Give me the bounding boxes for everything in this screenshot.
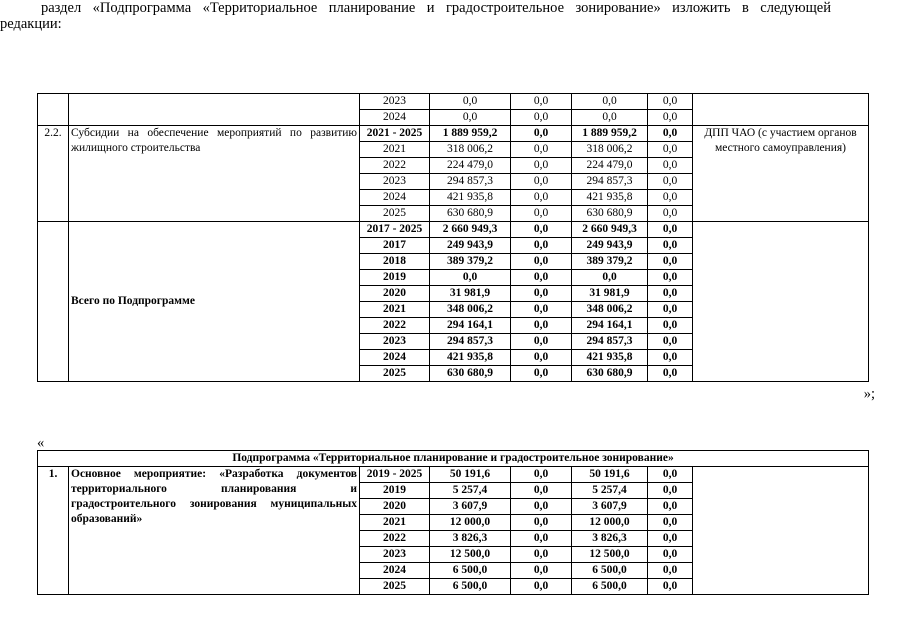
period-cell: 2020 [360,499,430,515]
federal-cell: 0,0 [511,222,572,238]
item-name: Субсидии на обеспечение мероприятий по развитию жилищного строительства [69,126,360,222]
federal-cell: 0,0 [511,515,572,531]
federal-cell: 0,0 [511,483,572,499]
local-cell: 0,0 [648,563,693,579]
regional-cell: 0,0 [572,110,648,126]
period-cell: 2021 [360,302,430,318]
regional-cell: 50 191,6 [572,467,648,483]
federal-cell: 0,0 [511,270,572,286]
table-row [38,222,869,238]
local-cell: 0,0 [648,531,693,547]
local-cell: 0,0 [648,318,693,334]
total-cell: 318 006,2 [430,142,511,158]
opening-quote: « [37,435,45,451]
total-cell: 0,0 [430,270,511,286]
local-cell: 0,0 [648,206,693,222]
federal-cell: 0,0 [511,206,572,222]
regional-cell: 318 006,2 [572,142,648,158]
paragraph-line-2: редакции: [0,16,62,32]
period-cell: 2018 [360,254,430,270]
local-cell: 0,0 [648,350,693,366]
table-row [38,126,869,142]
period-cell: 2021 - 2025 [360,126,430,142]
executor-cell [693,222,869,382]
local-cell: 0,0 [648,334,693,350]
regional-cell: 12 500,0 [572,547,648,563]
period-cell: 2020 [360,286,430,302]
executor-cell [693,94,869,126]
item-number: 2.2. [38,126,69,222]
regional-cell: 3 607,9 [572,499,648,515]
local-cell: 0,0 [648,238,693,254]
total-cell: 294 857,3 [430,174,511,190]
regional-cell: 348 006,2 [572,302,648,318]
total-cell: 31 981,9 [430,286,511,302]
total-cell: 630 680,9 [430,366,511,382]
total-cell: 50 191,6 [430,467,511,483]
period-cell: 2023 [360,174,430,190]
regional-cell: 1 889 959,2 [572,126,648,142]
row-number-cell [38,94,69,126]
total-cell: 12 500,0 [430,547,511,563]
local-cell: 0,0 [648,579,693,595]
period-cell: 2019 [360,483,430,499]
regional-cell: 294 857,3 [572,334,648,350]
subprogram-header: Подпрограмма «Территориальное планирование и градостроительное зонирование» [38,451,869,467]
total-cell: 630 680,9 [430,206,511,222]
period-cell: 2025 [360,206,430,222]
period-cell: 2017 [360,238,430,254]
period-cell: 2024 [360,110,430,126]
total-cell: 348 006,2 [430,302,511,318]
regional-cell: 294 857,3 [572,174,648,190]
total-cell: 6 500,0 [430,563,511,579]
federal-cell: 0,0 [511,563,572,579]
federal-cell: 0,0 [511,334,572,350]
regional-cell: 0,0 [572,270,648,286]
federal-cell: 0,0 [511,286,572,302]
row-name-cell [69,94,360,126]
period-cell: 2024 [360,563,430,579]
period-cell: 2025 [360,579,430,595]
local-cell: 0,0 [648,110,693,126]
local-cell: 0,0 [648,94,693,110]
regional-cell: 630 680,9 [572,366,648,382]
executor-cell [693,467,869,595]
table-header-row [38,451,869,467]
period-cell: 2021 [360,515,430,531]
federal-cell: 0,0 [511,254,572,270]
period-cell: 2021 [360,142,430,158]
total-cell: 6 500,0 [430,579,511,595]
federal-cell: 0,0 [511,238,572,254]
period-cell: 2025 [360,366,430,382]
local-cell: 0,0 [648,142,693,158]
local-cell: 0,0 [648,126,693,142]
period-cell: 2022 [360,318,430,334]
local-cell: 0,0 [648,499,693,515]
local-cell: 0,0 [648,547,693,563]
federal-cell: 0,0 [511,499,572,515]
local-cell: 0,0 [648,254,693,270]
total-cell: 1 889 959,2 [430,126,511,142]
federal-cell: 0,0 [511,174,572,190]
federal-cell: 0,0 [511,110,572,126]
regional-cell: 3 826,3 [572,531,648,547]
upper-table-body [38,94,869,382]
regional-cell: 421 935,8 [572,190,648,206]
total-cell: 224 479,0 [430,158,511,174]
budget-table-upper [37,93,869,382]
item-name: Основное мероприятие: «Разработка документов территориального планирования и градостроительного зонирования муниципальных образований» [69,467,360,595]
regional-cell: 294 164,1 [572,318,648,334]
lower-table-body [38,451,869,595]
total-cell: 3 826,3 [430,531,511,547]
paragraph-line-1: раздел «Подпрограмма «Территориальное планирование и градостроительное зонирование» изложить в следующей [41,0,831,16]
local-cell: 0,0 [648,190,693,206]
local-cell: 0,0 [648,174,693,190]
period-cell: 2022 [360,158,430,174]
federal-cell: 0,0 [511,94,572,110]
regional-cell: 6 500,0 [572,579,648,595]
total-cell: 2 660 949,3 [430,222,511,238]
table-row [38,94,869,110]
local-cell: 0,0 [648,270,693,286]
federal-cell: 0,0 [511,158,572,174]
table-row [38,467,869,483]
federal-cell: 0,0 [511,302,572,318]
federal-cell: 0,0 [511,318,572,334]
regional-cell: 6 500,0 [572,563,648,579]
total-cell: 294 857,3 [430,334,511,350]
period-cell: 2019 [360,270,430,286]
total-cell: 421 935,8 [430,190,511,206]
regional-cell: 224 479,0 [572,158,648,174]
regional-cell: 249 943,9 [572,238,648,254]
period-cell: 2024 [360,190,430,206]
federal-cell: 0,0 [511,531,572,547]
total-cell: 249 943,9 [430,238,511,254]
total-number-cell [38,222,69,382]
total-cell: 3 607,9 [430,499,511,515]
regional-cell: 630 680,9 [572,206,648,222]
federal-cell: 0,0 [511,467,572,483]
period-cell: 2023 [360,94,430,110]
regional-cell: 12 000,0 [572,515,648,531]
regional-cell: 389 379,2 [572,254,648,270]
local-cell: 0,0 [648,158,693,174]
regional-cell: 31 981,9 [572,286,648,302]
federal-cell: 0,0 [511,579,572,595]
local-cell: 0,0 [648,286,693,302]
period-cell: 2023 [360,334,430,350]
total-cell: 0,0 [430,110,511,126]
regional-cell: 2 660 949,3 [572,222,648,238]
period-cell: 2019 - 2025 [360,467,430,483]
local-cell: 0,0 [648,222,693,238]
local-cell: 0,0 [648,366,693,382]
executor-cell: ДПП ЧАО (с участием органов местного самоуправления) [693,126,869,222]
total-cell: 0,0 [430,94,511,110]
closing-quote: »; [863,386,875,402]
federal-cell: 0,0 [511,142,572,158]
item-number: 1. [38,467,69,595]
total-cell: 389 379,2 [430,254,511,270]
local-cell: 0,0 [648,467,693,483]
total-cell: 5 257,4 [430,483,511,499]
total-cell: 294 164,1 [430,318,511,334]
regional-cell: 421 935,8 [572,350,648,366]
federal-cell: 0,0 [511,366,572,382]
period-cell: 2017 - 2025 [360,222,430,238]
local-cell: 0,0 [648,515,693,531]
federal-cell: 0,0 [511,547,572,563]
period-cell: 2022 [360,531,430,547]
federal-cell: 0,0 [511,190,572,206]
local-cell: 0,0 [648,302,693,318]
federal-cell: 0,0 [511,350,572,366]
local-cell: 0,0 [648,483,693,499]
regional-cell: 5 257,4 [572,483,648,499]
subprogram-total-label: Всего по Подпрограмме [69,222,360,382]
federal-cell: 0,0 [511,126,572,142]
regional-cell: 0,0 [572,94,648,110]
total-cell: 421 935,8 [430,350,511,366]
budget-table-lower [37,450,869,595]
amendment-paragraph [0,0,831,32]
total-cell: 12 000,0 [430,515,511,531]
period-cell: 2024 [360,350,430,366]
period-cell: 2023 [360,547,430,563]
